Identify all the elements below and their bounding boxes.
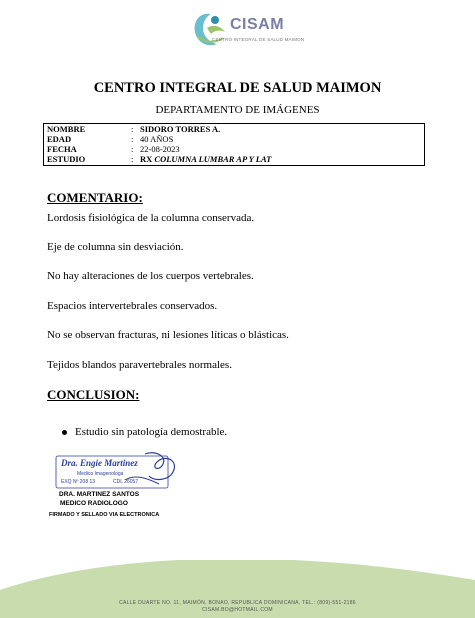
separator: : — [131, 124, 134, 134]
info-row-date — [47, 144, 421, 154]
info-row-name — [47, 124, 421, 134]
study-label: ESTUDIO — [47, 154, 86, 164]
comment-heading: COMENTARIO: — [47, 190, 143, 205]
conclusion-item — [62, 426, 227, 438]
age-value: 40 AÑOS — [140, 134, 174, 144]
stamp-cdl: CDL 26057 — [113, 479, 139, 485]
name-label: NOMBRE — [47, 124, 86, 134]
bullet-icon — [62, 430, 67, 435]
study-prefix: RX — [140, 154, 153, 164]
patient-info-box — [43, 123, 425, 166]
date-label: FECHA — [47, 144, 77, 154]
info-row-age — [47, 134, 421, 144]
signature-stamp — [55, 450, 185, 494]
footer-email: CISAM.BO@HOTMAIL.COM — [202, 607, 273, 613]
age-label: EDAD — [47, 134, 72, 144]
doctor-name: DRA. MARTINEZ SANTOS — [59, 491, 140, 498]
department-title: DEPARTAMENTO DE IMÁGENES — [155, 104, 320, 116]
signature-note: FIRMADO Y SELLADO VIA ELECTRONICA — [49, 512, 160, 518]
comment-line: Tejidos blandos paravertebrales normales. — [47, 359, 232, 371]
conclusion-heading: CONCLUSION: — [47, 387, 140, 402]
study-name: COLUMNA LUMBAR AP Y LAT — [154, 154, 272, 164]
footer-address: CALLE DUARTE NO. 11, MAIMÓN, BONAO, REPUBLICA DOMINICANA, TEL.: (809)-551-2186 — [119, 600, 356, 606]
stamp-exequatur: EXQ Nº 208 13 — [61, 479, 96, 485]
date-value: 22-08-2023 — [140, 144, 180, 154]
comment-line: Eje de columna sin desviación. — [47, 241, 184, 253]
study-value — [140, 154, 271, 164]
comment-line: No se observan fracturas, ni lesiones líticas o blásticas. — [47, 329, 289, 341]
logo-subtext: CENTRO INTEGRAL DE SALUD MAIMON — [212, 37, 305, 42]
comment-line: Espacios intervertebrales conservados. — [47, 300, 218, 312]
document-title: CENTRO INTEGRAL DE SALUD MAIMON — [93, 80, 382, 96]
stamp-name: Dra. Engie Martinez — [61, 458, 138, 468]
info-row-study — [47, 154, 421, 164]
logo-text: CISAM — [230, 16, 285, 33]
separator: : — [131, 134, 134, 144]
comment-line: No hay alteraciones de los cuerpos vertebrales. — [47, 270, 254, 282]
doctor-title: MEDICO RADIOLOGO — [60, 500, 128, 507]
conclusion-item-text: Estudio sin patología demostrable. — [75, 426, 228, 438]
signature-scribble-icon — [145, 453, 174, 480]
separator: : — [131, 144, 134, 154]
name-value: SIDORO TORRES A. — [140, 124, 221, 134]
separator: : — [131, 154, 134, 164]
comment-line: Lordosis fisiológica de la columna conservada. — [47, 212, 255, 224]
stamp-title: Medico Imagenologa — [77, 471, 124, 477]
